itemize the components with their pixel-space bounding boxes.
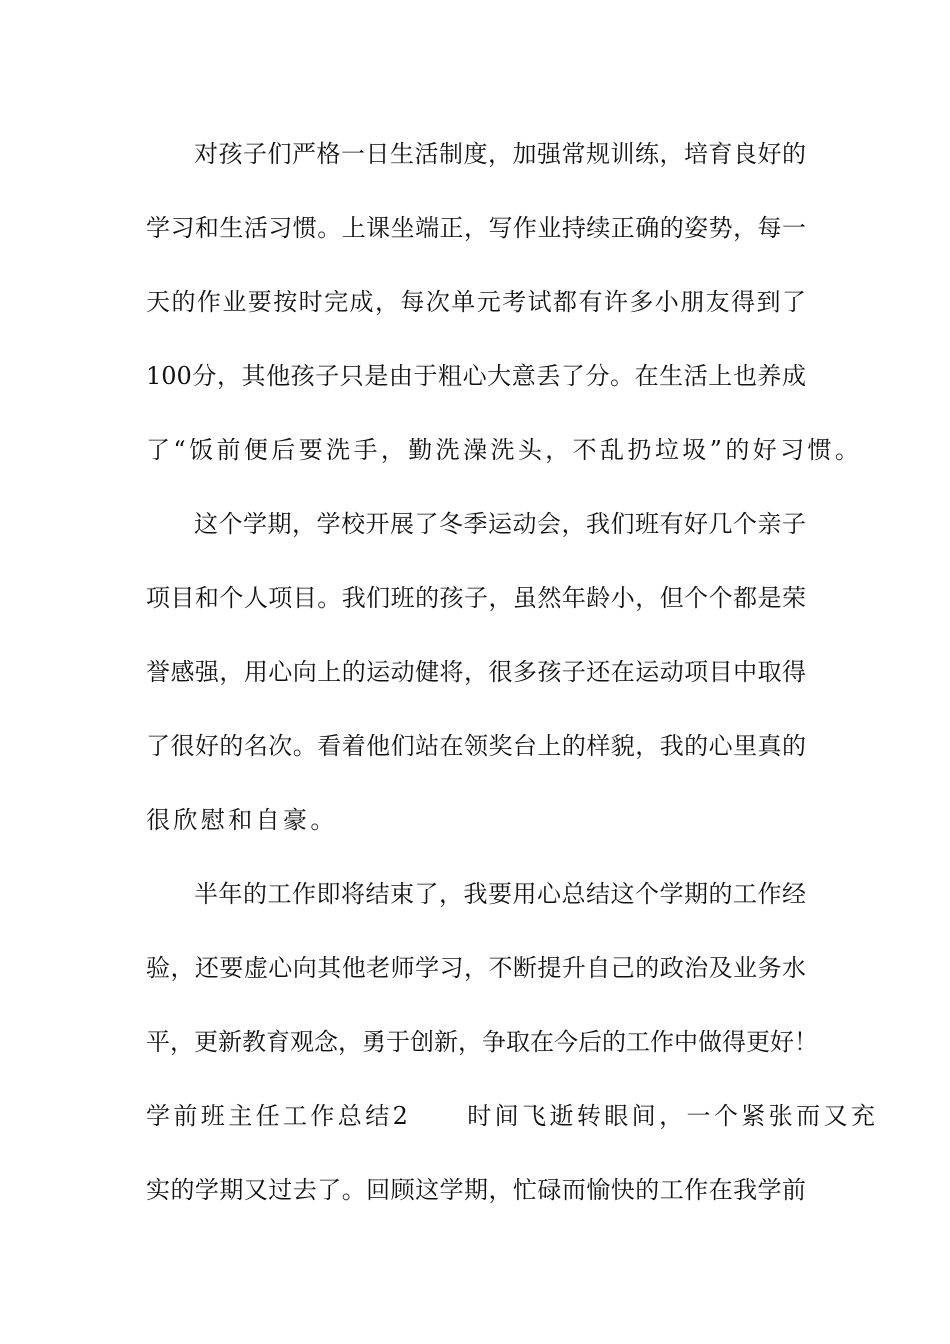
text-line: 很欣慰和自豪。 (146, 806, 338, 834)
paragraph-semester-end (146, 868, 818, 1068)
section-2-first-line (146, 1090, 879, 1142)
text-line: 对孩子们严格一日生活制度，加强常规训练，培育良好的 (194, 140, 806, 168)
text-line: 了“饭前便后要洗手，勤洗澡洗头，不乱扔垃圾”的好习惯。 (146, 436, 863, 464)
paragraph-daily-routine (146, 128, 863, 476)
text-line: 学习和生活习惯。上课坐端正，写作业持续正确的姿势，每一 (146, 214, 806, 242)
text-line: 平，更新教育观念，勇于创新，争取在今后的工作中做得更好！ (146, 1028, 818, 1056)
paragraph-sports-meet (146, 498, 806, 846)
document-body (146, 128, 879, 1238)
text-line: 誉感强，用心向上的运动健将，很多孩子还在运动项目中取得 (146, 658, 806, 686)
text-line: 实的学期又过去了。回顾这学期，忙碌而愉快的工作在我学前 (146, 1176, 806, 1204)
text-line: 这个学期，学校开展了冬季运动会，我们班有好几个亲子 (194, 510, 806, 538)
text-line: 验，还要虚心向其他老师学习，不断提升自己的政治及业务水 (146, 954, 806, 982)
text-line: 项目和个人项目。我们班的孩子，虽然年龄小，但个个都是荣 (146, 584, 806, 612)
section-2 (146, 1090, 879, 1216)
text-line: 半年的工作即将结束了，我要用心总结这个学期的工作经 (194, 880, 806, 908)
text-line: 100分，其他孩子只是由于粗心大意丢了分。在生活上也养成 (146, 362, 806, 390)
section-2-heading: 学前班主任工作总结2 (146, 1102, 412, 1130)
text-fragment: 时间飞逝转眼间，一个紧张而又充 (467, 1102, 879, 1130)
text-line: 了很好的名次。看着他们站在领奖台上的样貌，我的心里真的 (146, 732, 806, 760)
text-line: 天的作业要按时完成，每次单元考试都有许多小朋友得到了 (146, 288, 806, 316)
